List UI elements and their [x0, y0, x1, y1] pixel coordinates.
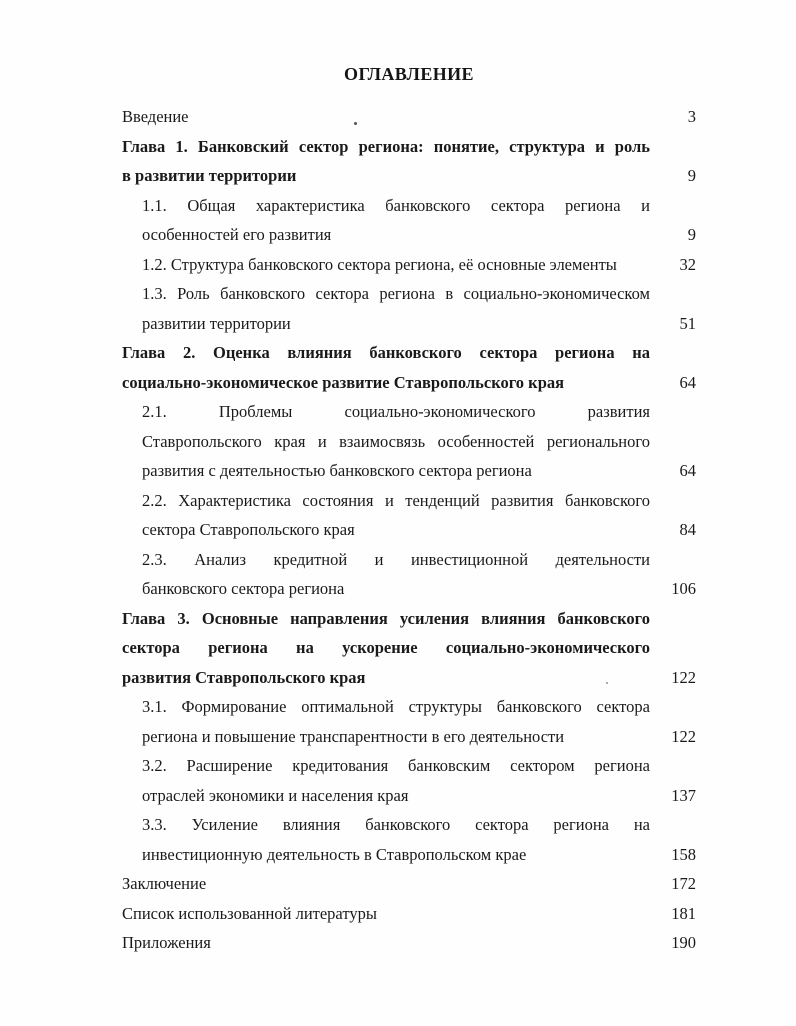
toc-entry [122, 486, 696, 545]
toc-entry [122, 102, 696, 132]
toc-entry-page-number: 158 [671, 844, 696, 864]
toc-entry-page-number: 3 [687, 107, 696, 126]
toc-entry-text [142, 810, 650, 869]
toc-entry-text [142, 486, 650, 545]
toc-entry-text [142, 279, 650, 338]
toc-entry-line: развития Ставропольского края [122, 667, 366, 687]
toc-entry-page-number: 9 [687, 166, 696, 185]
toc-entry-page-number: 51 [679, 313, 696, 333]
toc-entry-line: 1.2. Структура банковского сектора региона, её основные элементы [142, 254, 617, 274]
toc-entry-text [122, 102, 650, 132]
toc-entry-line: в развитии территории [122, 166, 297, 185]
toc-entry-text [142, 191, 650, 250]
toc-entry-line: 3.3. Усиление влияния банковского сектора региона на [142, 815, 650, 834]
toc-entry-line: 2.1. Проблемы социально-экономического развития [142, 402, 650, 421]
toc-entry-line: сектора Ставропольского края [142, 520, 355, 539]
toc-entry-page-number: 106 [671, 579, 696, 598]
toc-entry [122, 132, 696, 191]
toc-entry-line: Приложения [122, 933, 211, 952]
toc-entry [122, 692, 696, 751]
toc-entry-page-number: 137 [671, 785, 696, 805]
toc-entry-text [142, 751, 650, 810]
toc-entry-text [122, 132, 650, 191]
toc-entry-page-number: 64 [679, 372, 696, 392]
toc-entry [122, 397, 696, 486]
toc-entry-line: 3.2. Расширение кредитования банковским сектором региона [142, 756, 650, 775]
toc-entry-line: социально-экономическое развитие Ставропольского края [122, 372, 565, 392]
toc-entry-page-number: 84 [679, 520, 696, 539]
toc-entry-line: 2.3. Анализ кредитной и инвестиционной деятельности [142, 549, 650, 569]
page-title: ОГЛАВЛЕНИЕ [344, 64, 474, 84]
toc-entry-page-number: 122 [671, 726, 696, 746]
scan-speck [354, 122, 357, 125]
scan-speck [606, 682, 608, 684]
toc-entry-page-number: 181 [671, 903, 696, 923]
toc-entry-text [122, 928, 650, 958]
toc-entry [122, 250, 696, 280]
table-of-contents [122, 102, 696, 958]
toc-entry-text [122, 604, 650, 693]
toc-entry [122, 545, 696, 604]
toc-entry-line: сектора региона на ускорение социально-экономического [122, 638, 650, 657]
toc-entry-page-number: 190 [671, 933, 696, 952]
toc-entry-page-number: 9 [687, 225, 696, 244]
toc-entry-text [142, 692, 650, 751]
toc-entry-text [122, 869, 650, 899]
toc-entry-page-number: 122 [671, 667, 696, 687]
toc-entry-page-number: 172 [671, 874, 696, 893]
toc-entry [122, 928, 696, 958]
toc-entry-line: Глава 3. Основные направления усиления влияния банковского [122, 608, 650, 628]
toc-entry [122, 338, 696, 397]
toc-entry-line: развития с деятельностью банковского сектора региона [142, 461, 532, 480]
toc-entry-line: отраслей экономики и населения края [142, 785, 409, 805]
toc-entry-line: развитии территории [142, 313, 291, 333]
toc-entry-line: Введение [122, 107, 189, 126]
toc-entry-line: 1.1. Общая характеристика банковского сектора региона и [142, 195, 650, 215]
toc-entry-page-number: 64 [679, 461, 696, 480]
toc-entry-text [142, 250, 650, 280]
toc-entry-line: Заключение [122, 874, 207, 893]
toc-entry-line: банковского сектора региона [142, 579, 345, 598]
toc-entry-text [122, 899, 650, 929]
toc-entry [122, 604, 696, 693]
toc-entry-line: региона и повышение транспарентности в его деятельности [142, 726, 565, 746]
toc-entry-line: 1.3. Роль банковского сектора региона в социально-экономическом [142, 284, 650, 303]
toc-entry-text [142, 545, 650, 604]
toc-entry [122, 191, 696, 250]
toc-entry-line: особенностей его развития [142, 225, 332, 244]
toc-entry-text [142, 397, 650, 486]
toc-entry [122, 279, 696, 338]
toc-entry-line: 2.2. Характеристика состояния и тенденций развития банковского [142, 490, 650, 510]
toc-entry-page-number: 32 [679, 254, 696, 274]
toc-entry-line: 3.1. Формирование оптимальной структуры банковского сектора [142, 697, 650, 716]
toc-entry [122, 810, 696, 869]
toc-entry [122, 869, 696, 899]
toc-entry-line: инвестиционную деятельность в Ставропольском крае [142, 844, 527, 864]
toc-entry [122, 899, 696, 929]
toc-entry-text [122, 338, 650, 397]
toc-entry-line: Список использованной литературы [122, 903, 377, 923]
toc-entry-line: Ставропольского края и взаимосвязь особенностей регионального [142, 431, 650, 451]
toc-entry-line: Глава 2. Оценка влияния банковского сектора региона на [122, 343, 650, 362]
toc-entry-line: Глава 1. Банковский сектор региона: понятие, структура и роль [122, 136, 650, 156]
toc-entry [122, 751, 696, 810]
